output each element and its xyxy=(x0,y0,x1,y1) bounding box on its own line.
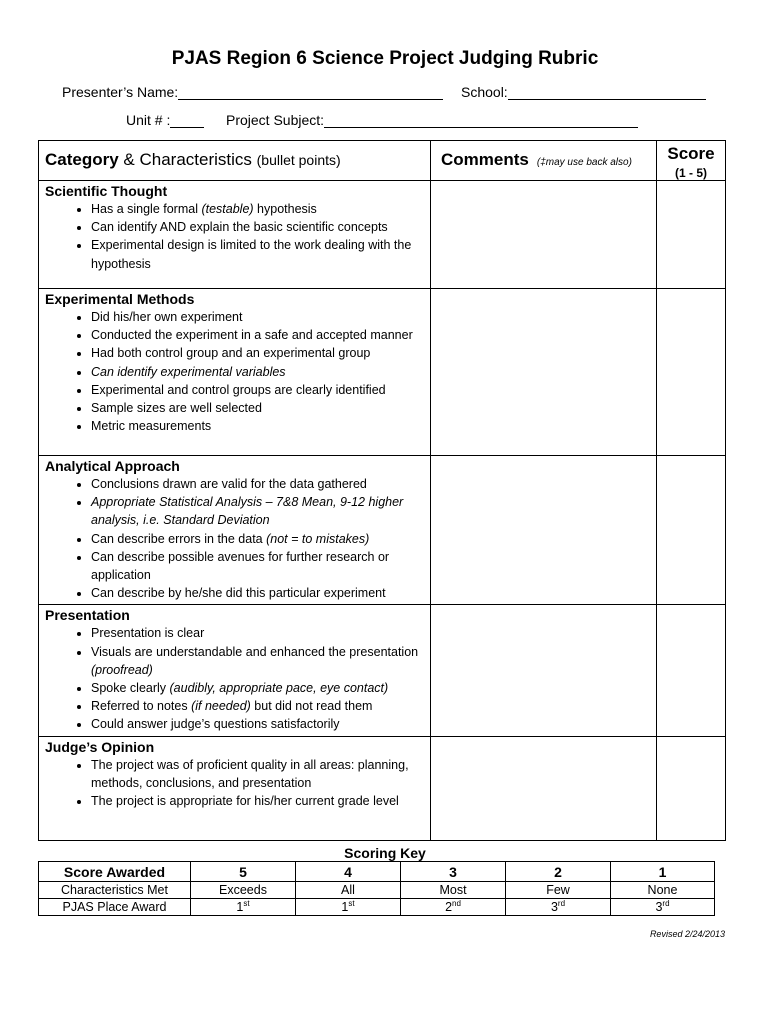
school-label: School: xyxy=(461,84,508,100)
key-header-cell: Score Awarded xyxy=(39,862,191,882)
list-item: • Has a single formal (testable) hypothesis xyxy=(91,200,430,218)
section-category xyxy=(39,736,431,840)
score-cell[interactable] xyxy=(657,605,726,736)
rubric-table xyxy=(38,140,726,841)
key-cell: 2nd xyxy=(401,899,506,916)
section-title: Experimental Methods xyxy=(45,291,195,307)
category-header xyxy=(39,141,431,181)
unit-input[interactable] xyxy=(170,113,204,128)
comments-header xyxy=(431,141,657,181)
section-row xyxy=(39,605,726,736)
score-label: Score xyxy=(667,144,715,163)
list-item: • Visuals are understandable and enhanced the presentation (proofread) xyxy=(91,643,430,679)
key-cell: None xyxy=(611,882,715,899)
list-item: • Experimental design is limited to the work dealing with the hypothesis xyxy=(91,236,430,272)
list-item: • Spoke clearly (audibly, appropriate pace, eye contact) xyxy=(91,679,430,697)
score-cell[interactable] xyxy=(657,289,726,456)
subject-field xyxy=(226,112,638,128)
section-category xyxy=(39,456,431,605)
list-item: • Did his/her own experiment xyxy=(91,308,430,326)
presenter-field xyxy=(62,84,443,100)
list-item: • Metric measurements xyxy=(91,417,430,435)
revised-date: Revised 2/24/2013 xyxy=(649,929,725,939)
key-row-label: PJAS Place Award xyxy=(39,899,191,916)
category-header-rest: & Characteristics xyxy=(118,150,252,169)
key-cell: Few xyxy=(506,882,611,899)
section-row xyxy=(39,289,726,456)
category-header-small: (bullet points) xyxy=(256,152,341,168)
comments-cell[interactable] xyxy=(431,456,657,605)
section-title: Judge’s Opinion xyxy=(45,738,155,755)
scoring-key-title: Scoring Key xyxy=(344,845,426,861)
key-header-cell: 3 xyxy=(401,862,506,882)
list-item: • The project was of proficient quality in all areas: planning, methods, conclusions, and presentation xyxy=(91,756,430,792)
list-item: • Appropriate Statistical Analysis – 7&8 Mean, 9-12 higher analysis, i.e. Standard Deviation xyxy=(91,493,430,529)
section-row xyxy=(39,181,726,289)
score-header xyxy=(657,141,726,181)
table-row xyxy=(39,882,715,899)
section-row xyxy=(39,456,726,605)
score-cell[interactable] xyxy=(657,736,726,840)
key-header-cell: 1 xyxy=(611,862,715,882)
list-item: • Can describe possible avenues for further research or application xyxy=(91,548,430,584)
comments-cell[interactable] xyxy=(431,736,657,840)
table-row xyxy=(39,899,715,916)
unit-field xyxy=(126,112,204,128)
list-item: • Can describe by he/she did this particular experiment xyxy=(91,584,430,602)
score-cell[interactable] xyxy=(657,456,726,605)
subject-label: Project Subject: xyxy=(226,112,325,128)
list-item: • The project is appropriate for his/her current grade level xyxy=(91,792,430,810)
scoring-key-table xyxy=(38,861,715,916)
presenter-name-input[interactable] xyxy=(178,85,443,100)
comments-label: Comments xyxy=(441,150,529,169)
list-item: • Referred to notes (if needed) but did not read them xyxy=(91,697,430,715)
section-category xyxy=(39,289,431,456)
section-category xyxy=(39,605,431,736)
list-item: • Can describe errors in the data (not = to mistakes) xyxy=(91,530,430,548)
key-header-cell: 2 xyxy=(506,862,611,882)
list-item: • Can identify experimental variables xyxy=(91,363,430,381)
section-items xyxy=(39,200,430,273)
score-range: (1 - 5) xyxy=(674,166,707,180)
comments-cell[interactable] xyxy=(431,289,657,456)
comments-note: (‡may use back also) xyxy=(536,157,632,168)
key-cell: All xyxy=(296,882,401,899)
section-title: Analytical Approach xyxy=(45,458,180,474)
table-row xyxy=(39,862,715,882)
list-item: • Presentation is clear xyxy=(91,624,430,642)
section-items xyxy=(39,756,430,811)
key-row-label: Characteristics Met xyxy=(39,882,191,899)
section-items xyxy=(39,308,430,435)
key-header-cell: 4 xyxy=(296,862,401,882)
section-row xyxy=(39,736,726,840)
list-item: • Sample sizes are well selected xyxy=(91,399,430,417)
key-cell: Exceeds xyxy=(191,882,296,899)
list-item: • Could answer judge’s questions satisfactorily xyxy=(91,715,430,733)
section-category xyxy=(39,181,431,289)
section-title: Presentation xyxy=(45,607,130,624)
comments-cell[interactable] xyxy=(431,181,657,289)
category-header-bold: Category xyxy=(45,150,119,169)
list-item: • Had both control group and an experimental group xyxy=(91,344,430,362)
list-item: • Can identify AND explain the basic scientific concepts xyxy=(91,218,430,236)
section-title: Scientific Thought xyxy=(45,183,168,199)
school-input[interactable] xyxy=(508,85,706,100)
unit-label: Unit # : xyxy=(126,112,171,128)
key-cell: 3rd xyxy=(506,899,611,916)
score-cell[interactable] xyxy=(657,181,726,289)
rubric-header-row xyxy=(39,141,726,181)
list-item: • Conducted the experiment in a safe and accepted manner xyxy=(91,326,430,344)
key-cell: 1st xyxy=(191,899,296,916)
key-cell: 3rd xyxy=(611,899,715,916)
section-items xyxy=(39,624,430,733)
list-item: • Conclusions drawn are valid for the data gathered xyxy=(91,475,430,493)
school-field xyxy=(461,84,706,100)
section-items xyxy=(39,475,430,602)
key-cell: 1st xyxy=(296,899,401,916)
comments-cell[interactable] xyxy=(431,605,657,736)
key-header-cell: 5 xyxy=(191,862,296,882)
list-item: • Experimental and control groups are clearly identified xyxy=(91,381,430,399)
presenter-label: Presenter’s Name: xyxy=(62,84,179,100)
subject-input[interactable] xyxy=(324,113,638,128)
key-cell: Most xyxy=(401,882,506,899)
page-title: PJAS Region 6 Science Project Judging Rubric xyxy=(171,48,599,69)
